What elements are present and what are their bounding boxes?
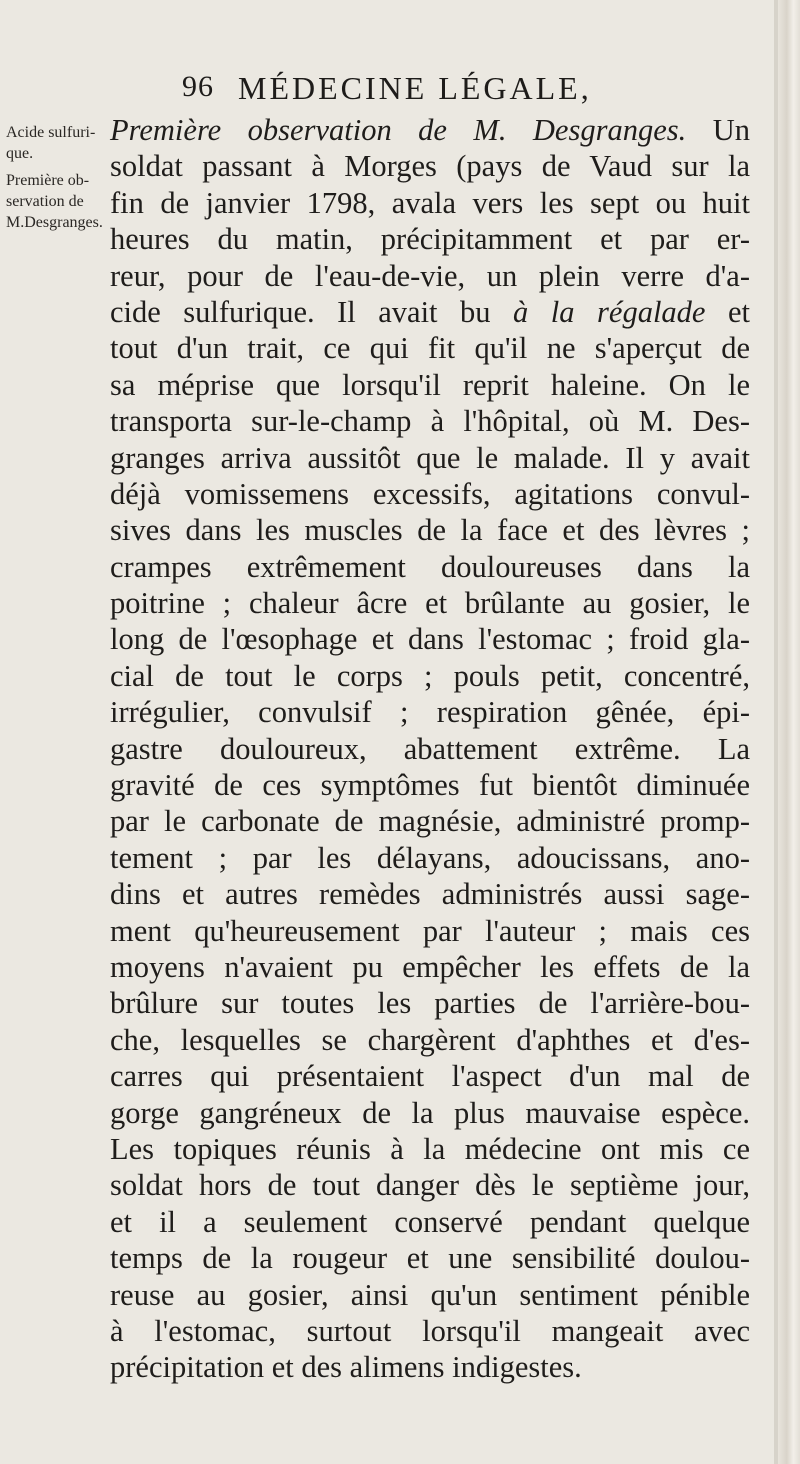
text-line (110, 148, 750, 184)
text-line (110, 1022, 750, 1058)
text-segment: poitrine ; chaleur âcre et brûlante au gosier, le (110, 586, 750, 621)
text-segment: dins et autres remèdes administrés aussi sage- (110, 877, 750, 912)
margin-note-line: Acide sulfuri- (6, 124, 96, 141)
text-line (110, 1240, 750, 1276)
text-segment: précipitation et des alimens indigestes. (110, 1350, 582, 1385)
margin-note (6, 170, 103, 233)
text-segment: à l'estomac, surtout lorsqu'il mangeait avec (110, 1313, 750, 1348)
text-line (110, 512, 750, 548)
text-segment: che, lesquelles se chargèrent d'aphthes et d'es- (110, 1022, 750, 1057)
text-segment: Les topiques réunis à la médecine ont mis ce (110, 1131, 750, 1166)
text-segment: sives dans les muscles de la face et des lèvres ; (110, 513, 750, 548)
next-page-edge (778, 0, 800, 1464)
text-segment: Un (686, 113, 750, 147)
text-line (110, 913, 750, 949)
text-line (110, 1095, 750, 1131)
margin-note-line: que. (6, 145, 34, 162)
text-segment: reuse au gosier, ainsi qu'un sentiment pénible (110, 1277, 750, 1312)
text-line (110, 367, 750, 403)
text-segment: sa méprise que lorsqu'il reprit haleine. On le (110, 367, 750, 402)
text-line (110, 731, 750, 767)
text-segment: granges arriva aussitôt que le malade. Il y avait (110, 440, 750, 475)
running-head: MÉDECINE LÉGALE, (238, 70, 592, 106)
text-line (110, 694, 750, 730)
text-segment: cide sulfurique. Il avait bu (110, 294, 514, 329)
page-header (0, 70, 800, 110)
margin-note-line: Première ob- (6, 172, 90, 189)
text-segment: par le carbonate de magnésie, administré promp- (110, 804, 750, 839)
text-segment: tement ; par les délayans, adoucissans, ano- (110, 840, 750, 875)
text-line (110, 803, 750, 839)
text-line (110, 1349, 750, 1385)
text-segment: tout d'un trait, ce qui fit qu'il ne s'aperçut de (110, 331, 750, 366)
text-line (110, 403, 750, 439)
text-line (110, 258, 750, 294)
text-segment: moyens n'avaient pu empêcher les effets de la (110, 949, 750, 984)
text-line (110, 294, 750, 330)
text-segment: gastre douloureux, abattement extrême. La (110, 731, 750, 766)
text-line (110, 949, 750, 985)
text-line (110, 185, 750, 221)
text-line (110, 1058, 750, 1094)
text-segment: soldat hors de tout danger dès le septième jour, (110, 1168, 750, 1203)
text-line (110, 840, 750, 876)
text-segment: ment qu'heureusement par l'auteur ; mais ces (110, 913, 750, 948)
text-segment: soldat passant à Morges (pays de Vaud sur la (110, 149, 750, 184)
italic-text: Première observation de M. Desgranges. (110, 113, 687, 147)
italic-text: à la régalade (513, 294, 706, 329)
text-segment: gravité de ces symptômes fut bientôt diminuée (110, 768, 750, 803)
text-line (110, 549, 750, 585)
text-segment: gorge gangréneux de la plus mauvaise espèce. (110, 1095, 750, 1130)
page-number: 96 (182, 70, 214, 103)
text-line (110, 221, 750, 257)
text-segment: déjà vomissemens excessifs, agitations convul- (110, 476, 750, 511)
text-segment: cial de tout le corps ; pouls petit, concentré, (110, 658, 750, 693)
text-segment: brûlure sur toutes les parties de l'arrière-bou- (110, 986, 750, 1021)
text-line (110, 1131, 750, 1167)
text-segment: carres qui présentaient l'aspect d'un mal de (110, 1059, 750, 1094)
text-segment: crampes extrêmement douloureuses dans la (110, 549, 750, 584)
text-segment: et il a seulement conservé pendant quelque (110, 1204, 750, 1239)
text-line (110, 1277, 750, 1313)
margin-note-line: M.Desgranges. (6, 214, 103, 231)
text-segment: long de l'œsophage et dans l'estomac ; froid gla- (110, 622, 750, 657)
text-line (110, 621, 750, 657)
margin-note (6, 122, 94, 164)
margin-notes (6, 122, 103, 239)
text-line (110, 876, 750, 912)
margin-note-line: servation de (6, 193, 84, 210)
text-line (110, 440, 750, 476)
text-line (110, 767, 750, 803)
text-line (110, 330, 750, 366)
text-line (110, 1313, 750, 1349)
body-text (110, 112, 750, 1386)
text-segment: irrégulier, convulsif ; respiration gênée, épi- (110, 695, 750, 730)
text-segment: reur, pour de l'eau-de-vie, un plein verre d'a- (110, 258, 750, 293)
text-line (110, 585, 750, 621)
text-line (110, 985, 750, 1021)
text-line (110, 476, 750, 512)
text-segment: et (705, 294, 750, 329)
text-line (110, 1204, 750, 1240)
text-line (110, 1167, 750, 1203)
text-segment: heures du matin, précipitamment et par er- (110, 222, 750, 257)
text-line (110, 112, 750, 148)
text-line (110, 658, 750, 694)
text-segment: temps de la rougeur et une sensibilité doulou- (110, 1241, 750, 1276)
text-segment: fin de janvier 1798, avala vers les sept ou huit (110, 185, 750, 220)
text-segment: transporta sur-le-champ à l'hôpital, où M. Des- (110, 404, 750, 439)
